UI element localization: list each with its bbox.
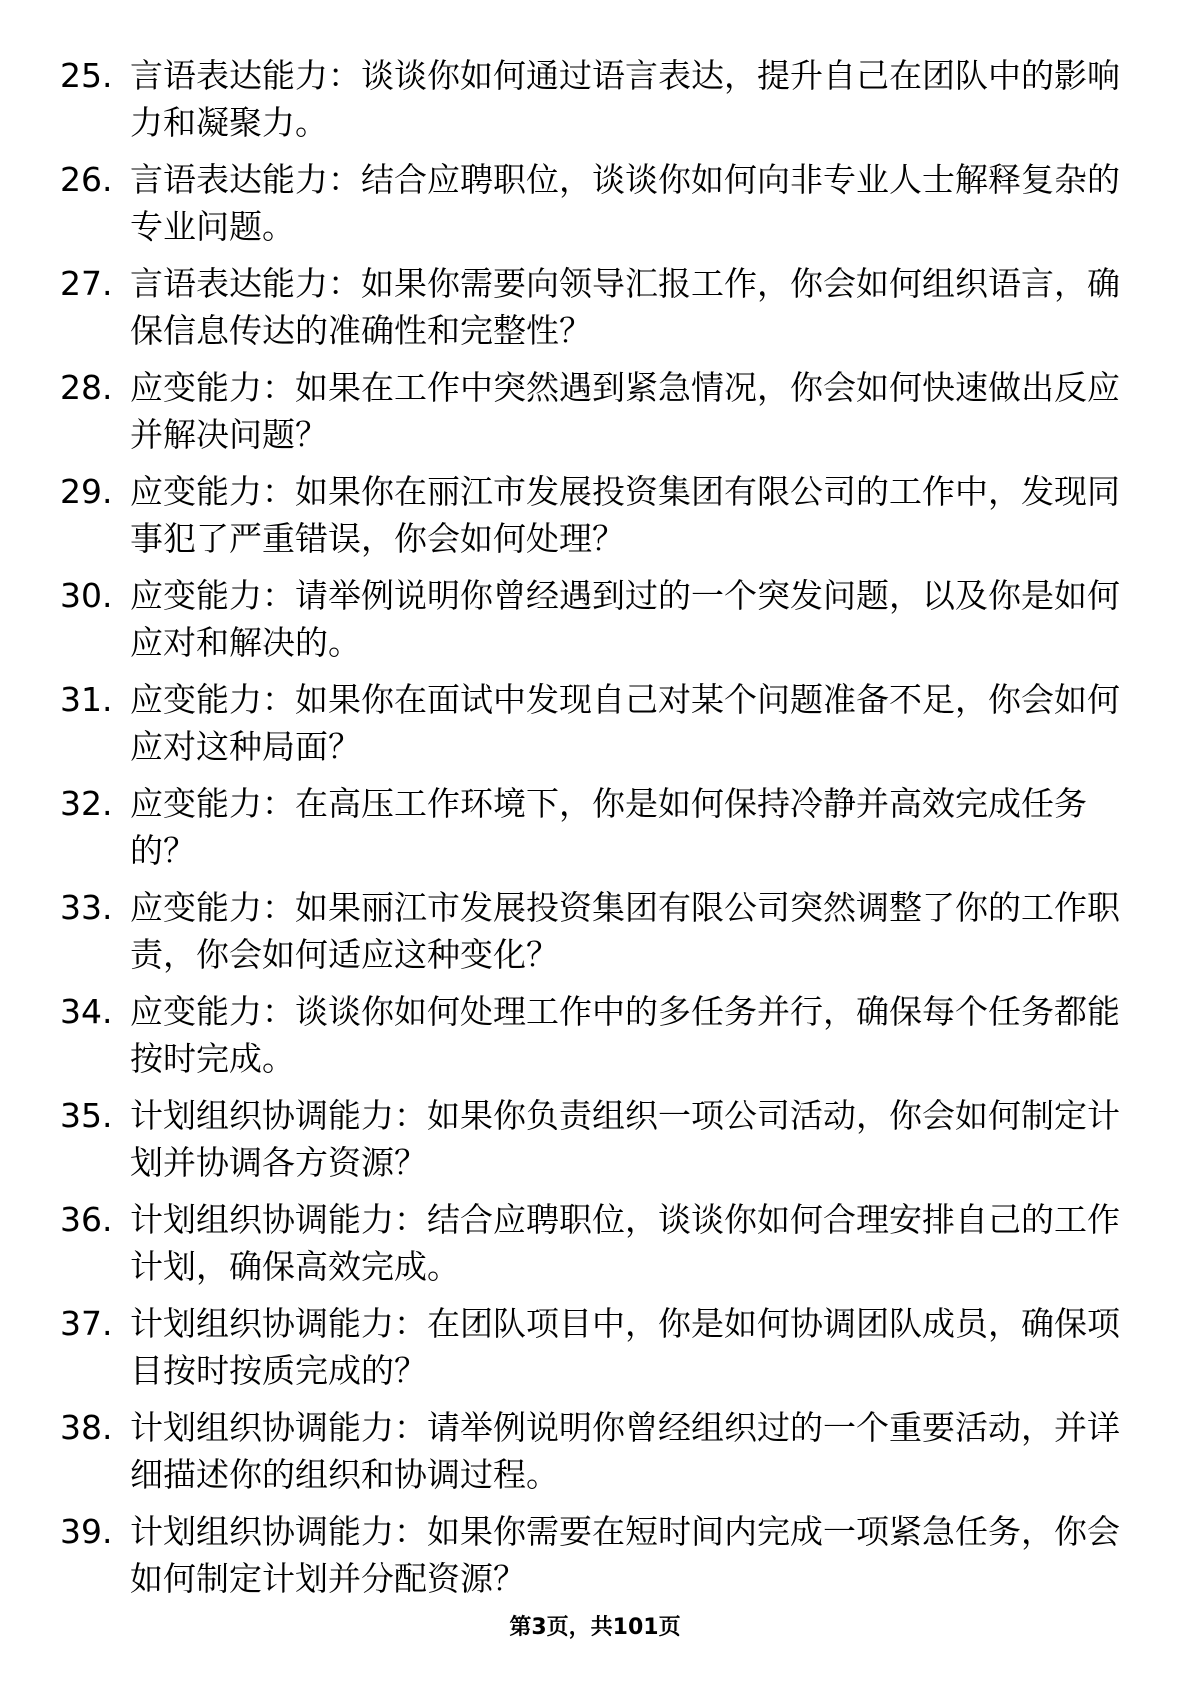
page-footer [0, 1613, 1190, 1643]
question-item [60, 1092, 1120, 1186]
question-item [60, 1508, 1120, 1602]
question-number: 39. [60, 1512, 113, 1551]
question-item [60, 676, 1120, 770]
question-text: 应变能力：谈谈你如何处理工作中的多任务并行，确保每个任务都能按时完成。 [130, 992, 1120, 1078]
question-text: 计划组织协调能力：在团队项目中，你是如何协调团队成员，确保项目按时按质完成的？ [130, 1304, 1120, 1390]
question-number: 30. [60, 576, 113, 615]
question-item [60, 364, 1120, 458]
question-text: 应变能力：如果你在面试中发现自己对某个问题准备不足，你会如何应对这种局面？ [130, 680, 1120, 766]
question-number: 35. [60, 1096, 113, 1135]
question-item [60, 1196, 1120, 1290]
question-number: 38. [60, 1408, 113, 1447]
question-number: 25. [60, 56, 113, 95]
question-item [60, 988, 1120, 1082]
question-text: 计划组织协调能力：如果你需要在短时间内完成一项紧急任务，你会如何制定计划并分配资源？ [130, 1512, 1120, 1598]
question-item [60, 1404, 1120, 1498]
question-text: 计划组织协调能力：请举例说明你曾经组织过的一个重要活动，并详细描述你的组织和协调过程。 [130, 1408, 1120, 1494]
question-item [60, 780, 1120, 874]
question-number: 37. [60, 1304, 113, 1343]
question-item [60, 260, 1120, 354]
question-text: 言语表达能力：结合应聘职位，谈谈你如何向非专业人士解释复杂的专业问题。 [130, 160, 1120, 246]
question-number: 34. [60, 992, 113, 1031]
question-text: 计划组织协调能力：如果你负责组织一项公司活动，你会如何制定计划并协调各方资源？ [130, 1096, 1120, 1182]
question-number: 29. [60, 472, 113, 511]
question-item [60, 156, 1120, 250]
question-number: 31. [60, 680, 113, 719]
question-text: 应变能力：请举例说明你曾经遇到过的一个突发问题，以及你是如何应对和解决的。 [130, 576, 1120, 662]
question-item [60, 468, 1120, 562]
question-list [60, 52, 1120, 1612]
page-number: 第3页，共101页 [509, 1615, 681, 1640]
question-item [60, 572, 1120, 666]
question-item [60, 884, 1120, 978]
question-number: 32. [60, 784, 113, 823]
question-item [60, 52, 1120, 146]
question-text: 应变能力：在高压工作环境下，你是如何保持冷静并高效完成任务的？ [130, 784, 1087, 870]
question-number: 33. [60, 888, 113, 927]
question-text: 应变能力：如果丽江市发展投资集团有限公司突然调整了你的工作职责，你会如何适应这种变化？ [130, 888, 1120, 974]
question-text: 言语表达能力：如果你需要向领导汇报工作，你会如何组织语言，确保信息传达的准确性和完整性？ [130, 264, 1120, 350]
question-text: 计划组织协调能力：结合应聘职位，谈谈你如何合理安排自己的工作计划，确保高效完成。 [130, 1200, 1120, 1286]
question-number: 26. [60, 160, 113, 199]
question-number: 36. [60, 1200, 113, 1239]
question-number: 27. [60, 264, 113, 303]
question-text: 应变能力：如果在工作中突然遇到紧急情况，你会如何快速做出反应并解决问题？ [130, 368, 1120, 454]
question-number: 28. [60, 368, 113, 407]
question-text: 应变能力：如果你在丽江市发展投资集团有限公司的工作中，发现同事犯了严重错误，你会如何处理？ [130, 472, 1120, 558]
question-text: 言语表达能力：谈谈你如何通过语言表达，提升自己在团队中的影响力和凝聚力。 [130, 56, 1120, 142]
question-item [60, 1300, 1120, 1394]
